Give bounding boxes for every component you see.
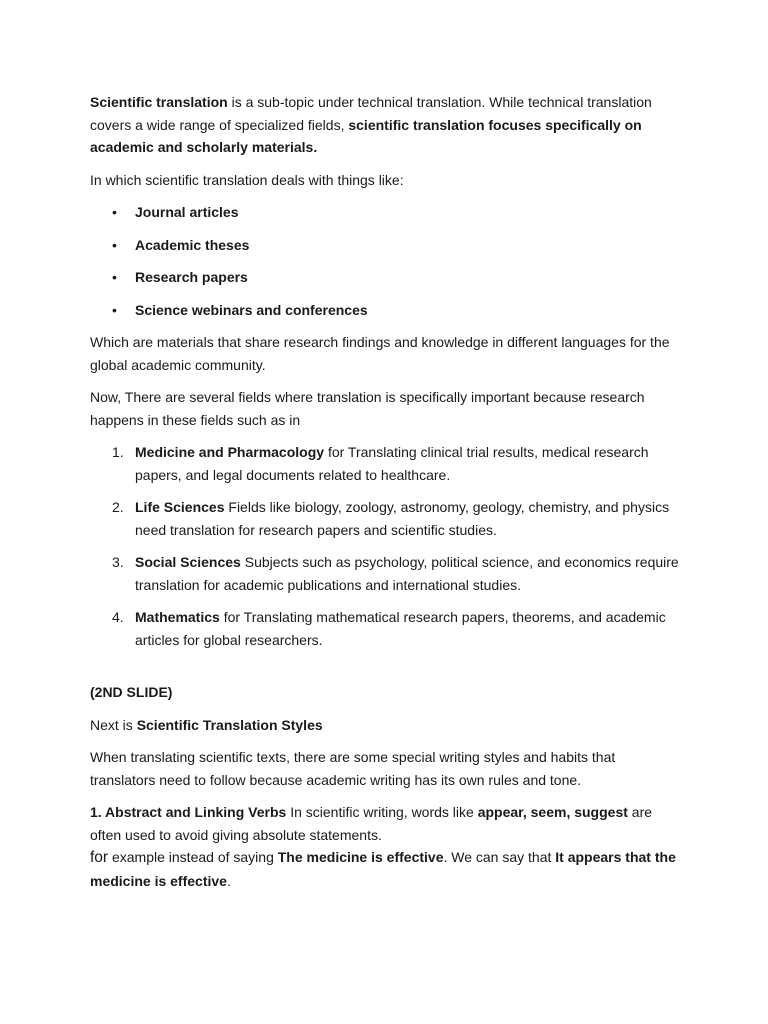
materials-line: Which are materials that share research findings and knowledge in different languages for the global academic community. [90, 334, 670, 373]
bullet-item [90, 234, 682, 257]
bullet-text: Journal articles [135, 204, 239, 220]
abstract-heading: 1. Abstract and Linking Verbs [90, 804, 287, 820]
field-text: Subjects such as psychology, political science, and economics require translation for academic publications and international studies. [135, 554, 679, 593]
field-number: 4. [112, 609, 124, 625]
field-item [90, 441, 682, 486]
next-text: Next is [90, 716, 137, 733]
fields-numbered-list [90, 441, 682, 651]
example-bold-1: The medicine is effective [277, 849, 444, 865]
abstract-text-1: In scientific writing, words like [286, 804, 478, 820]
example-bold-2: It appears that the medicine is effective [90, 849, 676, 889]
bullet-item [90, 266, 682, 289]
field-text: Fields like biology, zoology, astronomy, geology, chemistry, and physics need translation for research papers and scientific studies. [135, 499, 670, 538]
abstract-verbs: appear, seem, suggest [477, 804, 628, 820]
bullet-item [90, 201, 682, 224]
example-text-2: . We can say that [443, 849, 556, 865]
field-number: 1. [112, 444, 124, 460]
styles-intro: When translating scientific texts, there are some special writing styles and habits that translators need to follow because academic writing has its own rules and tone. [90, 749, 616, 788]
bullet-icon: • [112, 204, 117, 220]
next-bold: Scientific Translation Styles [136, 716, 323, 733]
field-text: for Translating mathematical research papers, theorems, and academic articles for global researchers. [135, 609, 666, 648]
field-title: Social Sciences [135, 554, 241, 570]
field-text: for Translating clinical trial results, medical research papers, and legal documents related to healthcare. [135, 444, 649, 483]
example-text-1: example instead of saying [108, 849, 278, 865]
field-number: 2. [112, 499, 124, 515]
section-spacer [90, 661, 682, 681]
field-title: Medicine and Pharmacology [135, 444, 325, 460]
bullet-text: Research papers [135, 269, 248, 285]
intro-text: is a sub-topic under technical translation. While technical translation covers a wide range of specialized fields, [90, 94, 652, 133]
field-item [90, 551, 682, 596]
bullet-icon: • [112, 301, 117, 318]
abstract-paragraph [90, 801, 682, 846]
deals-line: In which scientific translation deals with things like: [90, 171, 404, 188]
bullet-text: Academic theses [135, 236, 250, 253]
field-number: 3. [112, 554, 124, 570]
fields-intro: Now, There are several fields where translation is specifically important because research happens in these fields such as in [90, 389, 645, 428]
intro-bold-term: Scientific translation [90, 94, 228, 110]
bullet-text: Science webinars and conferences [135, 301, 368, 318]
field-item [90, 606, 682, 651]
material-bullet-list [90, 201, 682, 321]
example-for-word: for [90, 849, 109, 866]
field-item [90, 496, 682, 541]
abstract-text-2: are often used to avoid giving absolute statements. [90, 804, 653, 843]
intro-bold-focus: scientific translation focuses specifically on academic and scholarly materials. [90, 116, 642, 155]
intro-paragraph [90, 91, 682, 159]
bullet-icon: • [112, 236, 117, 253]
bullet-icon: • [112, 269, 117, 285]
slide-label [90, 681, 682, 704]
field-title: Life Sciences [135, 499, 225, 515]
field-title: Mathematics [135, 609, 220, 625]
document-page [90, 91, 682, 902]
slide-label-text: (2ND SLIDE) [90, 684, 173, 700]
example-text-3: . [226, 872, 231, 889]
example-paragraph [90, 846, 682, 892]
bullet-item [90, 299, 682, 322]
next-line [90, 714, 682, 737]
